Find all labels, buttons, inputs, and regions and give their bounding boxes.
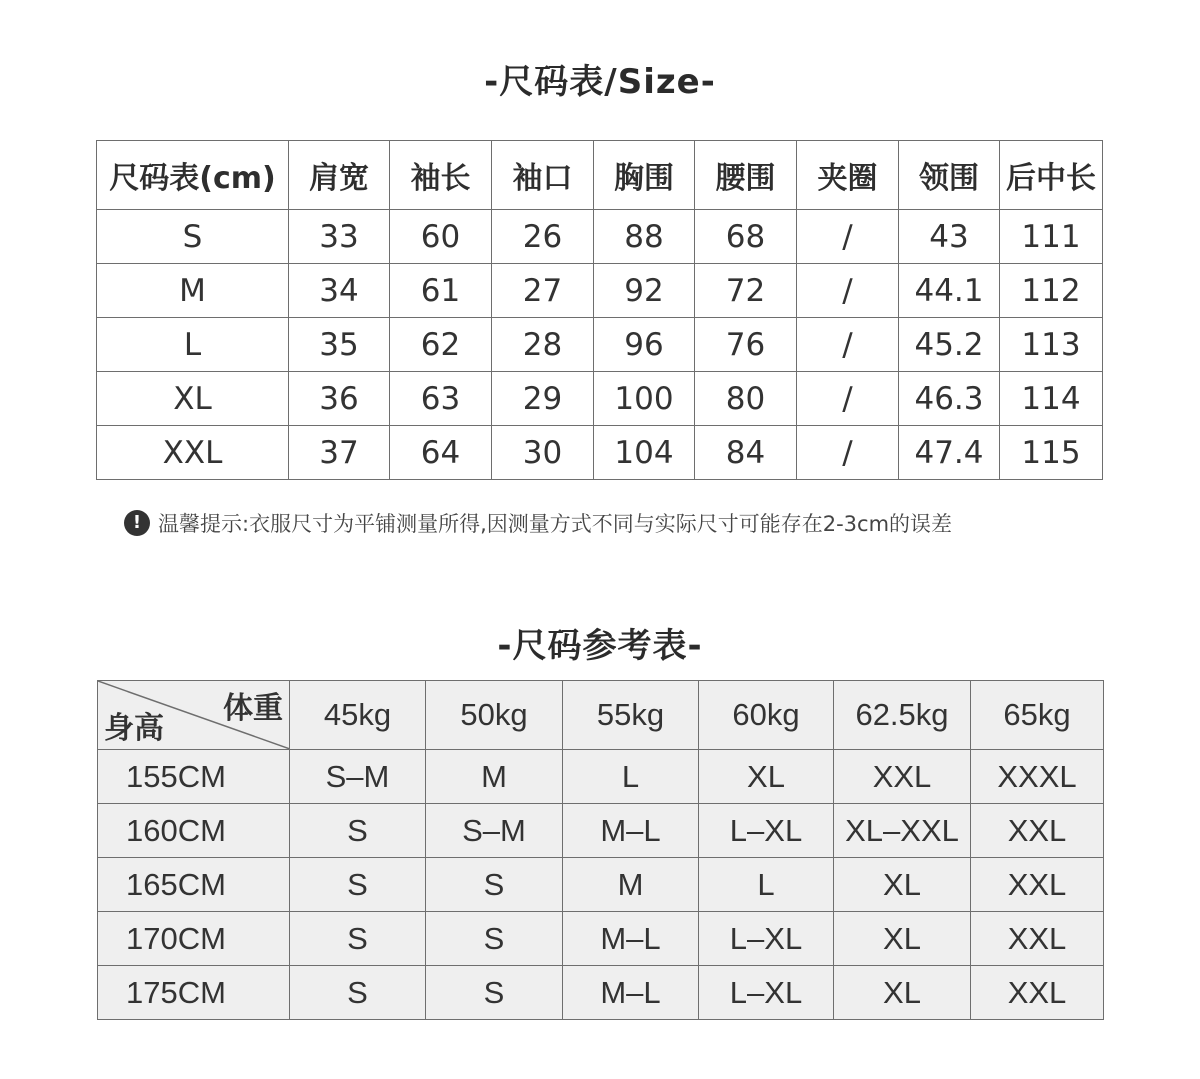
weight-axis-label: 体重 <box>223 691 283 726</box>
height-label-cell: 165CM <box>98 858 290 912</box>
recommended-size-cell: L–XL <box>699 966 834 1020</box>
size-header-cell: 袖口 <box>492 141 594 210</box>
reference-row <box>98 804 1104 858</box>
recommended-size-cell: S <box>290 858 426 912</box>
size-value-cell: 34 <box>289 264 390 318</box>
size-value-cell: / <box>797 372 899 426</box>
size-value-cell: 115 <box>1000 426 1103 480</box>
recommended-size-cell: XXL <box>834 750 971 804</box>
reference-row <box>98 966 1104 1020</box>
size-value-cell: 45.2 <box>899 318 1000 372</box>
recommended-size-cell: S <box>290 966 426 1020</box>
size-header-cell: 肩宽 <box>289 141 390 210</box>
height-label-cell: 170CM <box>98 912 290 966</box>
height-label-cell: 160CM <box>98 804 290 858</box>
size-value-cell: 43 <box>899 210 1000 264</box>
size-value-cell: 47.4 <box>899 426 1000 480</box>
recommended-size-cell: XXL <box>971 804 1104 858</box>
size-value-cell: 29 <box>492 372 594 426</box>
size-value-cell: 61 <box>390 264 492 318</box>
recommended-size-cell: XL <box>834 858 971 912</box>
size-value-cell: 114 <box>1000 372 1103 426</box>
recommended-size-cell: XXL <box>971 966 1104 1020</box>
size-value-cell: 76 <box>695 318 797 372</box>
size-label-cell: L <box>97 318 289 372</box>
size-chart-title: -尺码表/Size- <box>484 62 716 102</box>
size-row <box>97 372 1103 426</box>
size-value-cell: 62 <box>390 318 492 372</box>
size-row <box>97 264 1103 318</box>
recommended-size-cell: XL–XXL <box>834 804 971 858</box>
recommended-size-cell: M–L <box>563 804 699 858</box>
recommended-size-cell: L <box>563 750 699 804</box>
height-axis-label: 身高 <box>104 711 164 746</box>
size-value-cell: 72 <box>695 264 797 318</box>
size-value-cell: 104 <box>594 426 695 480</box>
size-value-cell: 68 <box>695 210 797 264</box>
recommended-size-cell: S <box>290 804 426 858</box>
size-value-cell: 33 <box>289 210 390 264</box>
reference-chart-title: -尺码参考表- <box>497 626 703 666</box>
size-value-cell: 26 <box>492 210 594 264</box>
recommended-size-cell: M <box>563 858 699 912</box>
notice-text: 温馨提示:衣服尺寸为平铺测量所得,因测量方式不同与实际尺寸可能存在2-3cm的误差 <box>158 512 953 536</box>
size-value-cell: 100 <box>594 372 695 426</box>
recommended-size-cell: M–L <box>563 966 699 1020</box>
reference-chart-table <box>97 680 1104 1020</box>
size-value-cell: 36 <box>289 372 390 426</box>
recommended-size-cell: S–M <box>426 804 563 858</box>
size-value-cell: 63 <box>390 372 492 426</box>
size-header-cell: 后中长 <box>1000 141 1103 210</box>
weight-header-cell: 60kg <box>699 681 834 750</box>
size-header-cell: 尺码表(cm) <box>97 141 289 210</box>
size-value-cell: / <box>797 426 899 480</box>
size-label-cell: XL <box>97 372 289 426</box>
recommended-size-cell: L–XL <box>699 804 834 858</box>
notice <box>124 508 952 538</box>
recommended-size-cell: XXL <box>971 912 1104 966</box>
size-value-cell: 111 <box>1000 210 1103 264</box>
recommended-size-cell: S <box>426 912 563 966</box>
size-value-cell: / <box>797 318 899 372</box>
size-value-cell: 84 <box>695 426 797 480</box>
size-row <box>97 210 1103 264</box>
recommended-size-cell: S–M <box>290 750 426 804</box>
size-value-cell: / <box>797 264 899 318</box>
size-label-cell: XXL <box>97 426 289 480</box>
corner-cell <box>98 681 290 750</box>
size-value-cell: 60 <box>390 210 492 264</box>
size-value-cell: 64 <box>390 426 492 480</box>
size-value-cell: 35 <box>289 318 390 372</box>
recommended-size-cell: M–L <box>563 912 699 966</box>
height-label-cell: 155CM <box>98 750 290 804</box>
size-header-cell: 领围 <box>899 141 1000 210</box>
size-header-cell: 腰围 <box>695 141 797 210</box>
recommended-size-cell: S <box>426 858 563 912</box>
recommended-size-cell: XXXL <box>971 750 1104 804</box>
size-header-cell: 胸围 <box>594 141 695 210</box>
reference-header-row <box>98 681 1104 750</box>
size-value-cell: 80 <box>695 372 797 426</box>
weight-header-cell: 50kg <box>426 681 563 750</box>
recommended-size-cell: L <box>699 858 834 912</box>
recommended-size-cell: L–XL <box>699 912 834 966</box>
size-header-cell: 夹圈 <box>797 141 899 210</box>
reference-row <box>98 750 1104 804</box>
recommended-size-cell: S <box>426 966 563 1020</box>
recommended-size-cell: M <box>426 750 563 804</box>
weight-header-cell: 65kg <box>971 681 1104 750</box>
size-value-cell: 88 <box>594 210 695 264</box>
reference-row <box>98 912 1104 966</box>
exclamation-icon: ! <box>124 510 150 536</box>
recommended-size-cell: S <box>290 912 426 966</box>
size-value-cell: 30 <box>492 426 594 480</box>
size-value-cell: 28 <box>492 318 594 372</box>
size-row <box>97 318 1103 372</box>
size-value-cell: 46.3 <box>899 372 1000 426</box>
recommended-size-cell: XXL <box>971 858 1104 912</box>
size-value-cell: 92 <box>594 264 695 318</box>
size-value-cell: 37 <box>289 426 390 480</box>
size-value-cell: 27 <box>492 264 594 318</box>
recommended-size-cell: XL <box>834 966 971 1020</box>
weight-header-cell: 62.5kg <box>834 681 971 750</box>
size-header-cell: 袖长 <box>390 141 492 210</box>
height-label-cell: 175CM <box>98 966 290 1020</box>
size-value-cell: 113 <box>1000 318 1103 372</box>
size-row <box>97 426 1103 480</box>
reference-row <box>98 858 1104 912</box>
recommended-size-cell: XL <box>834 912 971 966</box>
size-header-row <box>97 141 1103 210</box>
size-value-cell: 96 <box>594 318 695 372</box>
size-label-cell: S <box>97 210 289 264</box>
size-value-cell: 112 <box>1000 264 1103 318</box>
size-label-cell: M <box>97 264 289 318</box>
size-value-cell: 44.1 <box>899 264 1000 318</box>
weight-header-cell: 55kg <box>563 681 699 750</box>
size-chart-table <box>96 140 1103 480</box>
weight-header-cell: 45kg <box>290 681 426 750</box>
size-value-cell: / <box>797 210 899 264</box>
recommended-size-cell: XL <box>699 750 834 804</box>
